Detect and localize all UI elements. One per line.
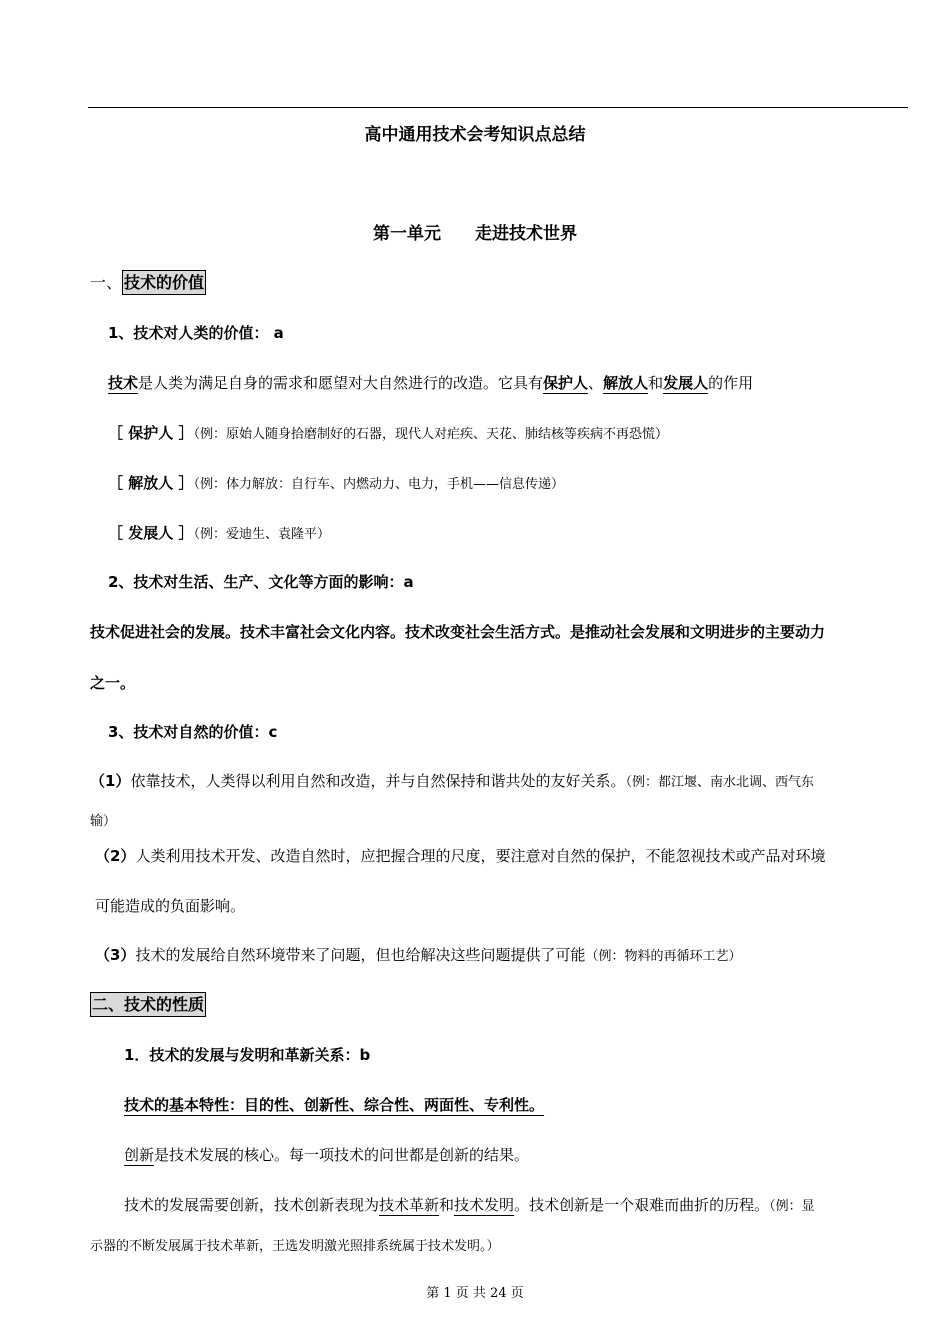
role-liberate: 解放人 <box>603 374 649 392</box>
term-tech-renovation: 技术革新 <box>379 1196 440 1214</box>
role-develop: 发展人 <box>663 374 709 392</box>
header-rule <box>88 107 908 108</box>
section1-header <box>90 270 206 293</box>
nature-point-2: （2）人类利用技术开发、改造自然时，应把握合理的尺度，要注意对自然的保护，不能忽视技术或产品对环境 <box>95 847 826 865</box>
technology-definition: 技术是人类为满足自身的需求和愿望对大自然进行的改造。它具有保护人、解放人和发展人的作用 <box>108 374 754 392</box>
innovation-example-cont: 示器的不断发展属于技术革新，王选发明激光照排系统属于技术发明。） <box>90 1239 500 1254</box>
item2-heading: 2、技术对生活、生产、文化等方面的影响：a <box>108 573 414 591</box>
section1-prefix: 一、 <box>90 273 123 292</box>
unit-title: 第一单元 走进技术世界 <box>373 224 577 244</box>
item2-text-line1: 技术促进社会的发展。技术丰富社会文化内容。技术改变社会生活方式。是推动社会发展和文明进步的主要动力 <box>90 623 826 641</box>
nature-point-1-cont: 输） <box>90 814 117 829</box>
item3-heading: 3、技术对自然的价值：c <box>108 723 278 741</box>
item1-heading: 1、技术对人类的价值： a <box>108 324 284 342</box>
nature-point-2-cont: 可能造成的负面影响。 <box>95 897 246 915</box>
nature-point-3: （3）技术的发展给自然环境带来了问题，但也给解决这些问题提供了可能（例：物料的再循环工艺） <box>95 946 742 964</box>
basic-features: 技术的基本特性：目的性、创新性、综合性、两面性、专利性。 <box>124 1096 545 1114</box>
innovation-forms: 技术的发展需要创新，技术创新表现为技术革新和技术发明。技术创新是一个艰难而曲折的历程。（例：显 <box>124 1196 815 1214</box>
page-footer: 第 1 页 共 24 页 <box>426 1286 524 1301</box>
nature-point-1: （1）依靠技术，人类得以利用自然和改造，并与自然保持和谐共处的友好关系。（例：都江堰、南水北调、西气东 <box>90 772 814 790</box>
section2-header <box>90 992 206 1015</box>
term-technology: 技术 <box>108 374 139 392</box>
document-title: 高中通用技术会考知识点总结 <box>364 125 586 145</box>
role-protect: 保护人 <box>543 374 589 392</box>
section2-item1-heading: 1．技术的发展与发明和革新关系：b <box>124 1046 371 1064</box>
innovation-core: 创新是技术发展的核心。每一项技术的问世都是创新的结果。 <box>124 1146 530 1164</box>
role-item-develop: ［ 发展人 ］（例：爱迪生、袁隆平） <box>108 524 330 542</box>
term-tech-invention: 技术发明 <box>454 1196 515 1214</box>
role-item-liberate: ［ 解放人 ］（例：体力解放：自行车、内燃动力、电力，手机——信息传递） <box>108 474 564 492</box>
section2-heading: 二、技术的性质 <box>90 992 206 1017</box>
term-innovation: 创新 <box>124 1146 155 1164</box>
item2-text-line2: 之一。 <box>90 674 136 692</box>
role-item-protect: ［ 保护人 ］（例：原始人随身拾磨制好的石器，现代人对疟疾、天花、肺结核等疾病不再恐慌） <box>108 424 668 442</box>
section1-heading: 技术的价值 <box>122 270 206 295</box>
